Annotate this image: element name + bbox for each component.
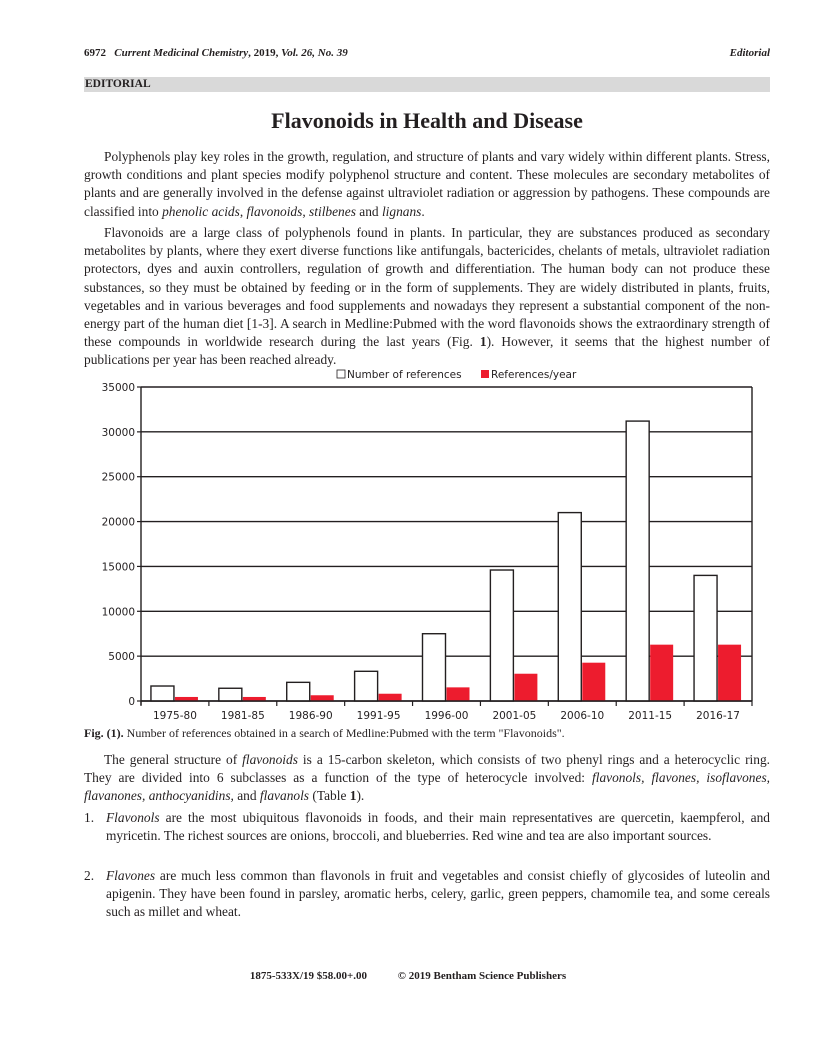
list-number: 2. — [84, 868, 95, 883]
italic-text: flavonoids — [242, 752, 298, 767]
chart-x-ticks — [141, 701, 752, 722]
text-run: , — [302, 203, 310, 219]
x-tick-label: 1986-90 — [288, 710, 333, 722]
x-tick-label: 2006-10 — [560, 710, 605, 722]
chart-bars — [151, 421, 741, 701]
x-tick-label: 1991-95 — [356, 710, 401, 722]
legend-swatch-number-of-references — [337, 370, 345, 378]
bar-number-of-references — [490, 570, 513, 701]
italic-text: flavanols — [259, 788, 310, 804]
figure-caption-label: Fig. (1). — [84, 726, 124, 740]
journal-name: Current Medicinal Chemistry — [114, 47, 249, 59]
list-text — [106, 810, 770, 843]
y-tick-label: 30000 — [101, 426, 135, 439]
italic-text: Flavones — [106, 868, 156, 883]
text-run: are the most ubiquitous flavonoids in foods, and their main representatives are quercetin, kaempferol, and myricetin. The richest sources are onions, broccoli, and blueberries. Red wine and tea are also important sources. — [106, 810, 770, 844]
running-head-section: Editorial — [729, 47, 770, 59]
italic-text: stilbenes — [309, 203, 356, 219]
running-head — [84, 47, 770, 59]
list-number: 1. — [84, 810, 95, 825]
paragraph-1 — [84, 148, 770, 221]
x-tick-label: 2016-17 — [696, 710, 740, 722]
italic-text: lignans — [381, 203, 422, 219]
bar-number-of-references — [694, 575, 717, 701]
y-tick-label: 15000 — [101, 561, 135, 574]
y-tick-label: 0 — [128, 696, 135, 708]
page-footer — [0, 970, 816, 982]
list-text — [106, 868, 770, 919]
text-run: ). However, it seems that the highest number of publications per year has been reached already. — [84, 334, 770, 368]
bar-references-per-year — [447, 687, 470, 701]
text-run: Flavonoids are a large class of polyphenols found in plants. In particular, they are substances produced as secondary metabolites by plants, where they exert diverse functions like antifungals, bactericides, chelants of metals, ultraviolet radiation protectors, dyes and auxin controllers, regulation of growth and differentiation. The human body can not produce these substances, so they must be obtained by feeding or in the form of supplements. They are widely distributed in plants, fruits, vegetables and in various beverages and food supplements and nowadays they represent a substantial component of the non-energy part of the human diet [1-3]. A search in Medline:Pubmed with the word flavonoids shows the extraordinary strength of these compounds in worldwide research during the last years (Fig. — [84, 225, 770, 350]
footer-copyright: © 2019 Bentham Science Publishers — [397, 970, 567, 982]
italic-text: Flavonols — [106, 810, 160, 825]
x-tick-label: 1981-85 — [220, 710, 265, 722]
text-run: Polyphenols play key roles in the growth, regulation, and structure of plants and vary widely within different plants. Stress, growth conditions and plant species modify polyphenol structure and content. These molecules are secondary metabolites of plants and are generally involved in the defense against ultraviolet radiation or aggression by pathogens. These compounds are classified into — [84, 149, 770, 219]
chart-legend — [337, 369, 577, 381]
text-run: ). — [356, 788, 365, 804]
y-tick-label: 25000 — [101, 471, 135, 484]
bar-number-of-references — [151, 686, 174, 701]
text-run: is a 15-carbon skeleton, which consists of two phenyl rings and a heterocyclic ring. They are divided into 6 subclasses as a function of the type of heterocycle involved: — [84, 752, 770, 786]
text-run: The general structure of — [104, 752, 243, 767]
italic-text: flavonoids — [246, 203, 303, 219]
figure-1-chart — [84, 362, 784, 724]
x-tick-label: 2011-15 — [628, 710, 673, 722]
list-item-2 — [84, 867, 770, 922]
bar-number-of-references — [626, 421, 649, 701]
chart-y-ticks — [102, 382, 141, 708]
italic-text: flavonols, flavones, isoflavones, flavanones, anthocyanidins, — [84, 770, 771, 804]
bold-text: 1 — [349, 788, 357, 804]
bar-references-per-year — [718, 645, 741, 701]
text-run: are much less common than flavonols in fruit and vegetables and consist chiefly of glycosides of luteolin and apigenin. They have been found in parsley, aromatic herbs, celery, garlic, green peppers, chamomile tea, and some cereals such as millet and wheat. — [106, 868, 770, 920]
bar-references-per-year — [379, 694, 402, 701]
legend-label-references-per-year: References/year — [491, 369, 577, 381]
bold-text: 1 — [479, 334, 487, 350]
bar-references-per-year — [514, 674, 537, 701]
bar-number-of-references — [219, 688, 242, 701]
paragraph-2 — [84, 224, 770, 370]
y-tick-label: 5000 — [108, 651, 135, 664]
figure-caption-text: Number of references obtained in a search of Medline:Pubmed with the term "Flavonoids". — [123, 726, 565, 740]
running-head-left: 6972 Current Medicinal Chemistry, 2019, Vol. 26, No. 39 — [84, 47, 348, 59]
italic-text: phenolic acids — [162, 203, 240, 219]
bar-references-per-year — [650, 645, 673, 701]
page-number: 6972 — [84, 47, 106, 59]
list-item-1 — [84, 809, 770, 845]
text-run: (Table — [309, 788, 350, 804]
bar-number-of-references — [423, 634, 446, 701]
x-tick-label: 1975-80 — [153, 710, 197, 722]
bar-references-per-year — [311, 695, 334, 701]
x-tick-label: 1996-00 — [424, 710, 469, 722]
journal-volume: Vol. 26, No. 39 — [281, 47, 348, 59]
y-tick-label: 35000 — [101, 382, 135, 394]
bar-number-of-references — [558, 513, 581, 701]
figure-caption — [84, 726, 770, 741]
article-title: Flavonoids in Health and Disease — [271, 108, 583, 133]
bar-number-of-references — [355, 671, 378, 701]
section-label: EDITORIAL — [84, 77, 770, 92]
bar-references-per-year — [582, 663, 605, 701]
journal-year: 2019 — [253, 47, 276, 59]
y-tick-label: 20000 — [101, 516, 135, 529]
text-run: , — [239, 203, 247, 219]
legend-label-number-of-references: Number of references — [347, 369, 462, 381]
y-tick-label: 10000 — [101, 606, 135, 619]
text-run: and — [355, 203, 382, 219]
text-run: . — [421, 203, 425, 219]
legend-swatch-references-per-year — [481, 370, 489, 378]
bar-number-of-references — [287, 682, 310, 701]
x-tick-label: 2001-05 — [492, 710, 537, 722]
footer-issn-price: 1875-533X/19 $58.00+.00 — [249, 970, 368, 982]
text-run: and — [233, 788, 260, 804]
paragraph-3 — [84, 751, 770, 806]
